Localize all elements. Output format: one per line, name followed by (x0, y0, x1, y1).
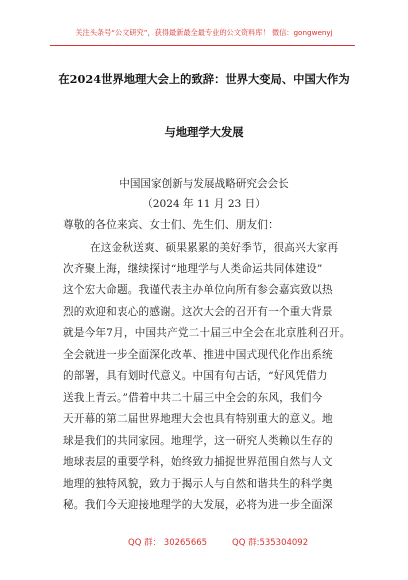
body-line: 在这金秋送爽、硕果累累的美好季节，很高兴大家再 (90, 242, 339, 254)
footer-qq-group-1: QQ 群： 30265665 (128, 538, 208, 548)
speech-date: （2024 年 11 月 23 日） (142, 198, 266, 210)
document-title-line-1: 在2024世界地理大会上的致辞：世界大变局、中国大作为 (58, 72, 350, 86)
body-line: 次齐聚上海，继续探讨“地理学与人类命运共同体建设” (63, 263, 323, 275)
document-title-line-2: 与地理学大发展 (164, 125, 244, 139)
speaker-organization: 中国国家创新与发展战略研究会会长 (119, 178, 289, 190)
body-line: 尊敬的各位来宾、女士们、先生们、朋友们： (63, 219, 279, 231)
footer (0, 536, 408, 550)
body-line: 地理的独特风貌，致力于揭示人与自然和谐共生的科学奥 (63, 478, 333, 490)
body-line: 送我上青云。”借着中共二十届三中全会的东风，我们今 (63, 392, 323, 404)
footer-qq-group-2: QQ 群:535304092 (232, 538, 309, 548)
header-rule (50, 45, 355, 46)
body-line: 就是今年7月，中国共产党二十届三中全会在北京胜利召开。 (63, 327, 351, 339)
body-line: 天开幕的第二届世界地理大会也具有特别重大的意义。地 (63, 413, 333, 425)
body-line: 秘。我们今天迎接地理学的大发展，必将为进一步全面深 (63, 499, 333, 511)
body-line: 的部署，具有划时代意义。中国有句古话，“好风凭借力 (63, 370, 328, 382)
body-line: 烈的欢迎和衷心的感谢。这次大会的召开有一个重大背景 (63, 306, 333, 318)
body-line: 全会就进一步全面深化改革、推进中国式现代化作出系统 (63, 349, 333, 361)
header-note: 关注头条号“公文研究”，获得最新最全最专业的公文资料库！ 微信：gongwenyj (75, 28, 333, 37)
body-line: 球是我们的共同家园。地理学，这一研究人类赖以生存的 (63, 435, 333, 447)
body-line: 地球表层的重要学科，始终致力捕捉世界范围自然与人文 (63, 456, 333, 468)
body-line: 这个宏大命题。我谨代表主办单位向所有参会嘉宾致以热 (63, 284, 333, 296)
